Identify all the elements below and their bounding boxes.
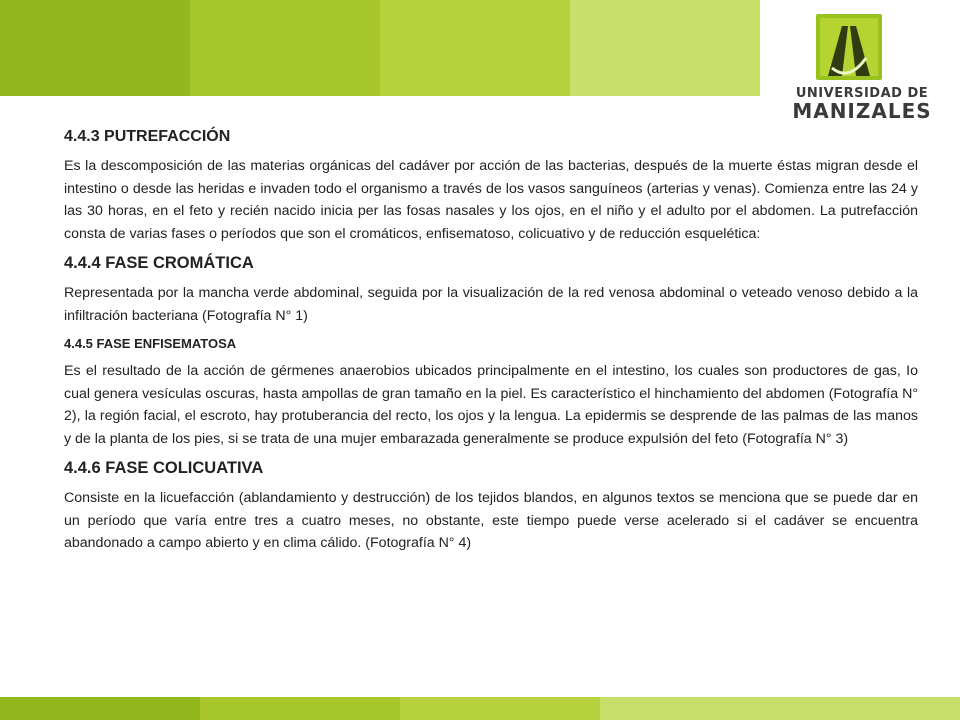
top-band-segment-1 <box>0 0 190 96</box>
bottom-band-segment-1 <box>0 697 200 720</box>
document-body <box>64 128 918 555</box>
section-paragraph-fase-cromatica: Representada por la mancha verde abdominal, seguida por la visualización de la red venosa abdominal o veteado venoso debido a la infiltración bacteriana (Fotografía N° 1) <box>64 285 918 324</box>
bottom-color-band <box>0 697 960 720</box>
section-paragraph-fase-colicuativa: Consiste en la licuefacción (ablandamiento y destrucción) de los tejidos blandos, en algunos textos se menciona que se puede dar en un período que varía entre tres a cuatro meses, no obstante, este tiempo puede verse acelerado si el cadáver se encuentra abandonado a campo abierto y en clima cálido. (Fotografía N° 4) <box>64 490 918 551</box>
logo-text-line2: MANIZALES <box>792 99 932 123</box>
section-paragraph-putrefaccion: Es la descomposición de las materias orgánicas del cadáver por acción de las bacterias, después de la muerte éstas migran desde el intestino o desde las heridas e invaden todo el organismo a través de los vasos sanguíneos (arterias y venas). Comienza entre las 24 y las 30 horas, en el feto y recién nacido inicia per las fosas nasales y los ojos, en el niño y el adulto por el abdomen. La putrefacción consta de varias fases o períodos que son el cromáticos, enfisematoso, colicuativo y de reducción esquelética: <box>64 158 918 242</box>
bottom-band-segment-4 <box>600 697 960 720</box>
bottom-band-segment-3 <box>400 697 600 720</box>
section-heading-fase-cromatica: 4.4.4 FASE CROMÁTICA <box>64 254 254 272</box>
logo-text-line1: UNIVERSIDAD DE <box>795 86 929 101</box>
bottom-band-segment-2 <box>200 697 400 720</box>
top-band-segment-4 <box>570 0 760 96</box>
top-band-segment-3 <box>380 0 570 96</box>
section-heading-fase-enfisematosa: 4.4.5 FASE ENFISEMATOSA <box>64 336 237 351</box>
top-band-segment-2 <box>190 0 380 96</box>
section-heading-putrefaccion: 4.4.3 PUTREFACCIÓN <box>64 128 231 145</box>
top-color-band <box>0 0 760 96</box>
section-heading-fase-colicuativa: 4.4.6 FASE COLICUATIVA <box>64 459 264 477</box>
section-paragraph-fase-enfisematosa: Es el resultado de la acción de gérmenes anaerobios ubicados principalmente en el intestino, los cuales son productores de gas, Io cual genera vesículas oscuras, hasta ampollas de gran tamaño en la piel. Es característico el hinchamiento del abdomen (Fotografía N° 2), la región facial, el escroto, hay protuberancia del recto, los ojos y la lengua. La epidermis se desprende de las palmas de las manos y de la planta de los pies, si se trata de una mujer embarazada generalmente se produce expulsión del feto (Fotografía N° 3) <box>64 363 918 447</box>
